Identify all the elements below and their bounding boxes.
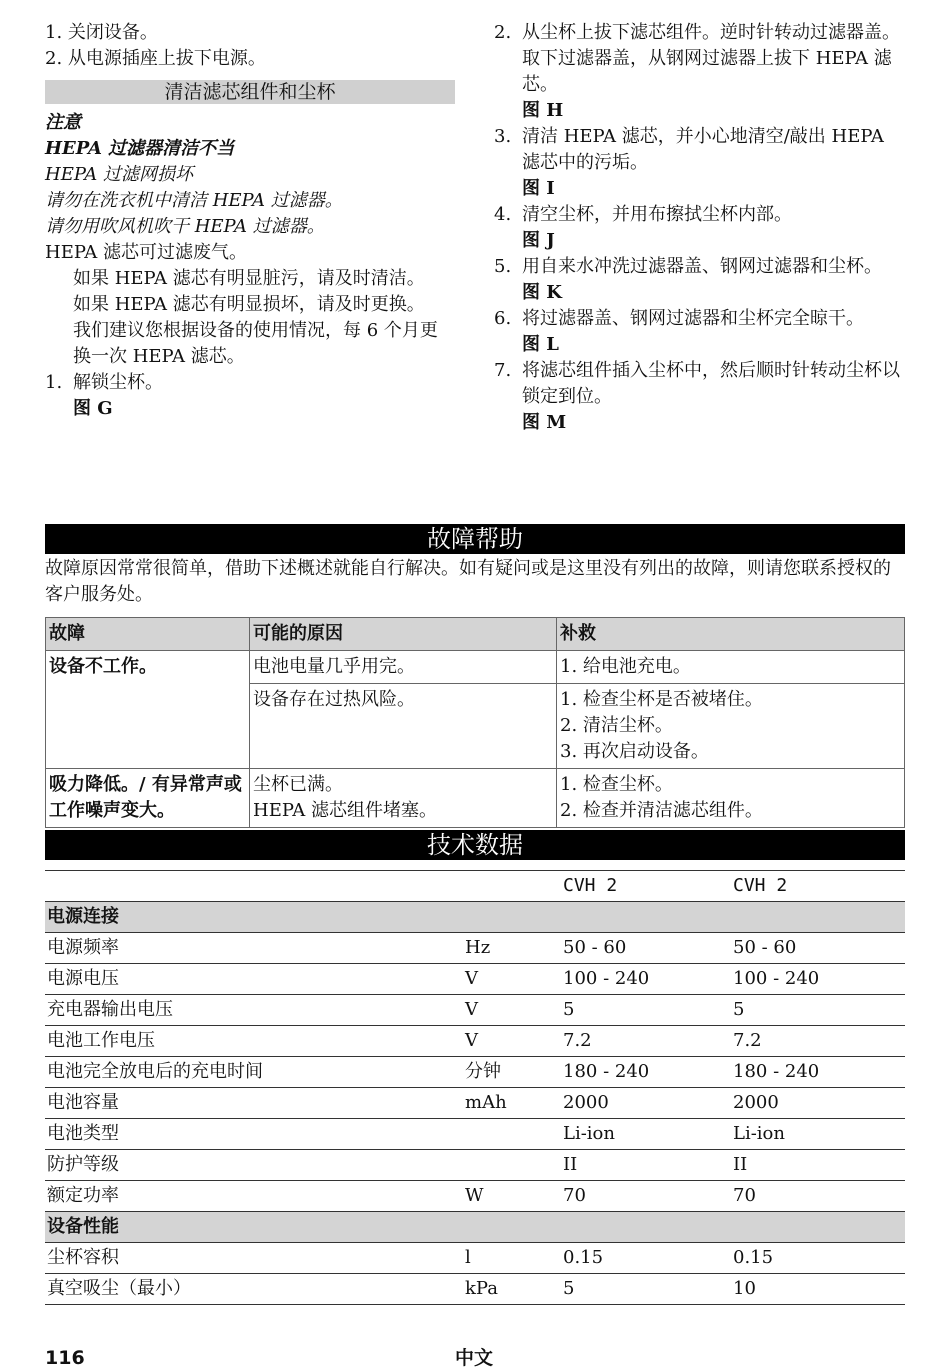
paragraph: 如果 HEPA 滤芯有明显损坏，请及时更换。 <box>73 294 425 315</box>
remedy-cell: 1. 给电池充电。 <box>557 651 905 684</box>
step-unplug: 2. 从电源插座上拔下电源。 <box>45 48 266 69</box>
troubleshooting-table <box>45 617 905 828</box>
step: 7. 将滤芯组件插入尘杯中，然后顺时针转动尘杯以锁定到位。 <box>494 360 900 407</box>
group-row: 设备性能 <box>45 1212 905 1243</box>
tech-data-heading: 技术数据 <box>45 830 905 860</box>
table-row: 额定功率 W 70 70 <box>45 1181 905 1212</box>
table-row <box>46 651 905 684</box>
table-row: 电源频率 Hz 50 - 60 50 - 60 <box>45 933 905 964</box>
notice-heading: HEPA 过滤器清洁不当 <box>45 138 235 159</box>
figure-ref: 图 H <box>522 100 564 121</box>
cause-cell: 电池电量几乎用完。 <box>250 651 557 684</box>
section-heading-clean-filter: 清洁滤芯组件和尘杯 <box>45 80 455 104</box>
page-number: 116 <box>45 1347 85 1369</box>
table-row: 电池容量 mAh 2000 2000 <box>45 1088 905 1119</box>
notice-line: HEPA 过滤网损坏 <box>45 164 194 185</box>
hepa-note: HEPA 滤芯可过滤废气。 <box>45 242 248 263</box>
notice-line: 请勿用吹风机吹干 HEPA 过滤器。 <box>45 216 325 237</box>
table-header-row <box>46 618 905 651</box>
remedy-cell: 1. 检查尘杯。 2. 检查并清洁滤芯组件。 <box>557 769 905 828</box>
step: 2. 从尘杯上拔下滤芯组件。逆时针转动过滤器盖。取下过滤器盖，从钢网过滤器上拔下 HEPA 滤芯。 <box>494 22 900 95</box>
remedy-cell: 1. 检查尘杯是否被堵住。 2. 清洁尘杯。 3. 再次启动设备。 <box>557 684 905 769</box>
step: 5. 用自来水冲洗过滤器盖、钢网过滤器和尘杯。 <box>494 256 882 277</box>
step: 4. 清空尘杯，并用布擦拭尘杯内部。 <box>494 204 792 225</box>
figure-ref: 图 J <box>522 230 555 251</box>
paragraph: 如果 HEPA 滤芯有明显脏污，请及时清洁。 <box>73 268 425 289</box>
table-row: 真空吸尘（最小） kPa 5 10 <box>45 1274 905 1305</box>
fault-cell: 设备不工作。 <box>46 651 250 769</box>
notice-title: 注意 <box>45 112 81 133</box>
left-column <box>45 20 455 422</box>
paragraph: 我们建议您根据设备的使用情况，每 6 个月更换一次 HEPA 滤芯。 <box>73 320 438 367</box>
table-row: 防护等级 II II <box>45 1150 905 1181</box>
table-row <box>46 769 905 828</box>
table-row: 尘杯容积 l 0.15 0.15 <box>45 1243 905 1274</box>
step-close-device: 1. 关闭设备。 <box>45 22 158 43</box>
troubleshooting-heading: 故障帮助 <box>45 524 905 554</box>
tech-data-table <box>45 870 905 1305</box>
table-row: 电池类型 Li-ion Li-ion <box>45 1119 905 1150</box>
troubleshooting-intro: 故障原因常常很简单，借助下述概述就能自行解决。如有疑问或是这里没有列出的故障，则请您联系授权的客户服务处。 <box>45 558 891 605</box>
model-header: CVH 2 <box>561 871 731 902</box>
table-row: 电源电压 V 100 - 240 100 - 240 <box>45 964 905 995</box>
page-language: 中文 <box>455 1347 494 1369</box>
fault-cell: 吸力降低。/ 有异常声或工作噪声变大。 <box>46 769 250 828</box>
figure-ref: 图 M <box>522 412 567 433</box>
figure-ref: 图 L <box>522 334 559 355</box>
notice-line: 请勿在洗衣机中清洁 HEPA 过滤器。 <box>45 190 343 211</box>
group-row: 电源连接 <box>45 902 905 933</box>
figure-ref: 图 K <box>522 282 562 303</box>
cause-cell: 尘杯已满。 HEPA 滤芯组件堵塞。 <box>250 769 557 828</box>
model-header: CVH 2 <box>731 871 905 902</box>
cause-cell: 设备存在过热风险。 <box>250 684 557 769</box>
column-header: 补救 <box>557 618 905 651</box>
step-unlock-cup: 1. 解锁尘杯。 <box>45 372 163 393</box>
step: 3. 清洁 HEPA 滤芯，并小心地清空/敲出 HEPA 滤芯中的污垢。 <box>494 126 884 173</box>
figure-ref: 图 G <box>73 398 113 419</box>
table-row: 电池工作电压 V 7.2 7.2 <box>45 1026 905 1057</box>
table-row: 充电器输出电压 V 5 5 <box>45 995 905 1026</box>
right-column <box>494 20 904 436</box>
column-header: 故障 <box>46 618 250 651</box>
table-row: 电池完全放电后的充电时间 分钟 180 - 240 180 - 240 <box>45 1057 905 1088</box>
table-header-row <box>45 871 905 902</box>
column-header: 可能的原因 <box>250 618 557 651</box>
step: 6. 将过滤器盖、钢网过滤器和尘杯完全晾干。 <box>494 308 864 329</box>
figure-ref: 图 I <box>522 178 555 199</box>
